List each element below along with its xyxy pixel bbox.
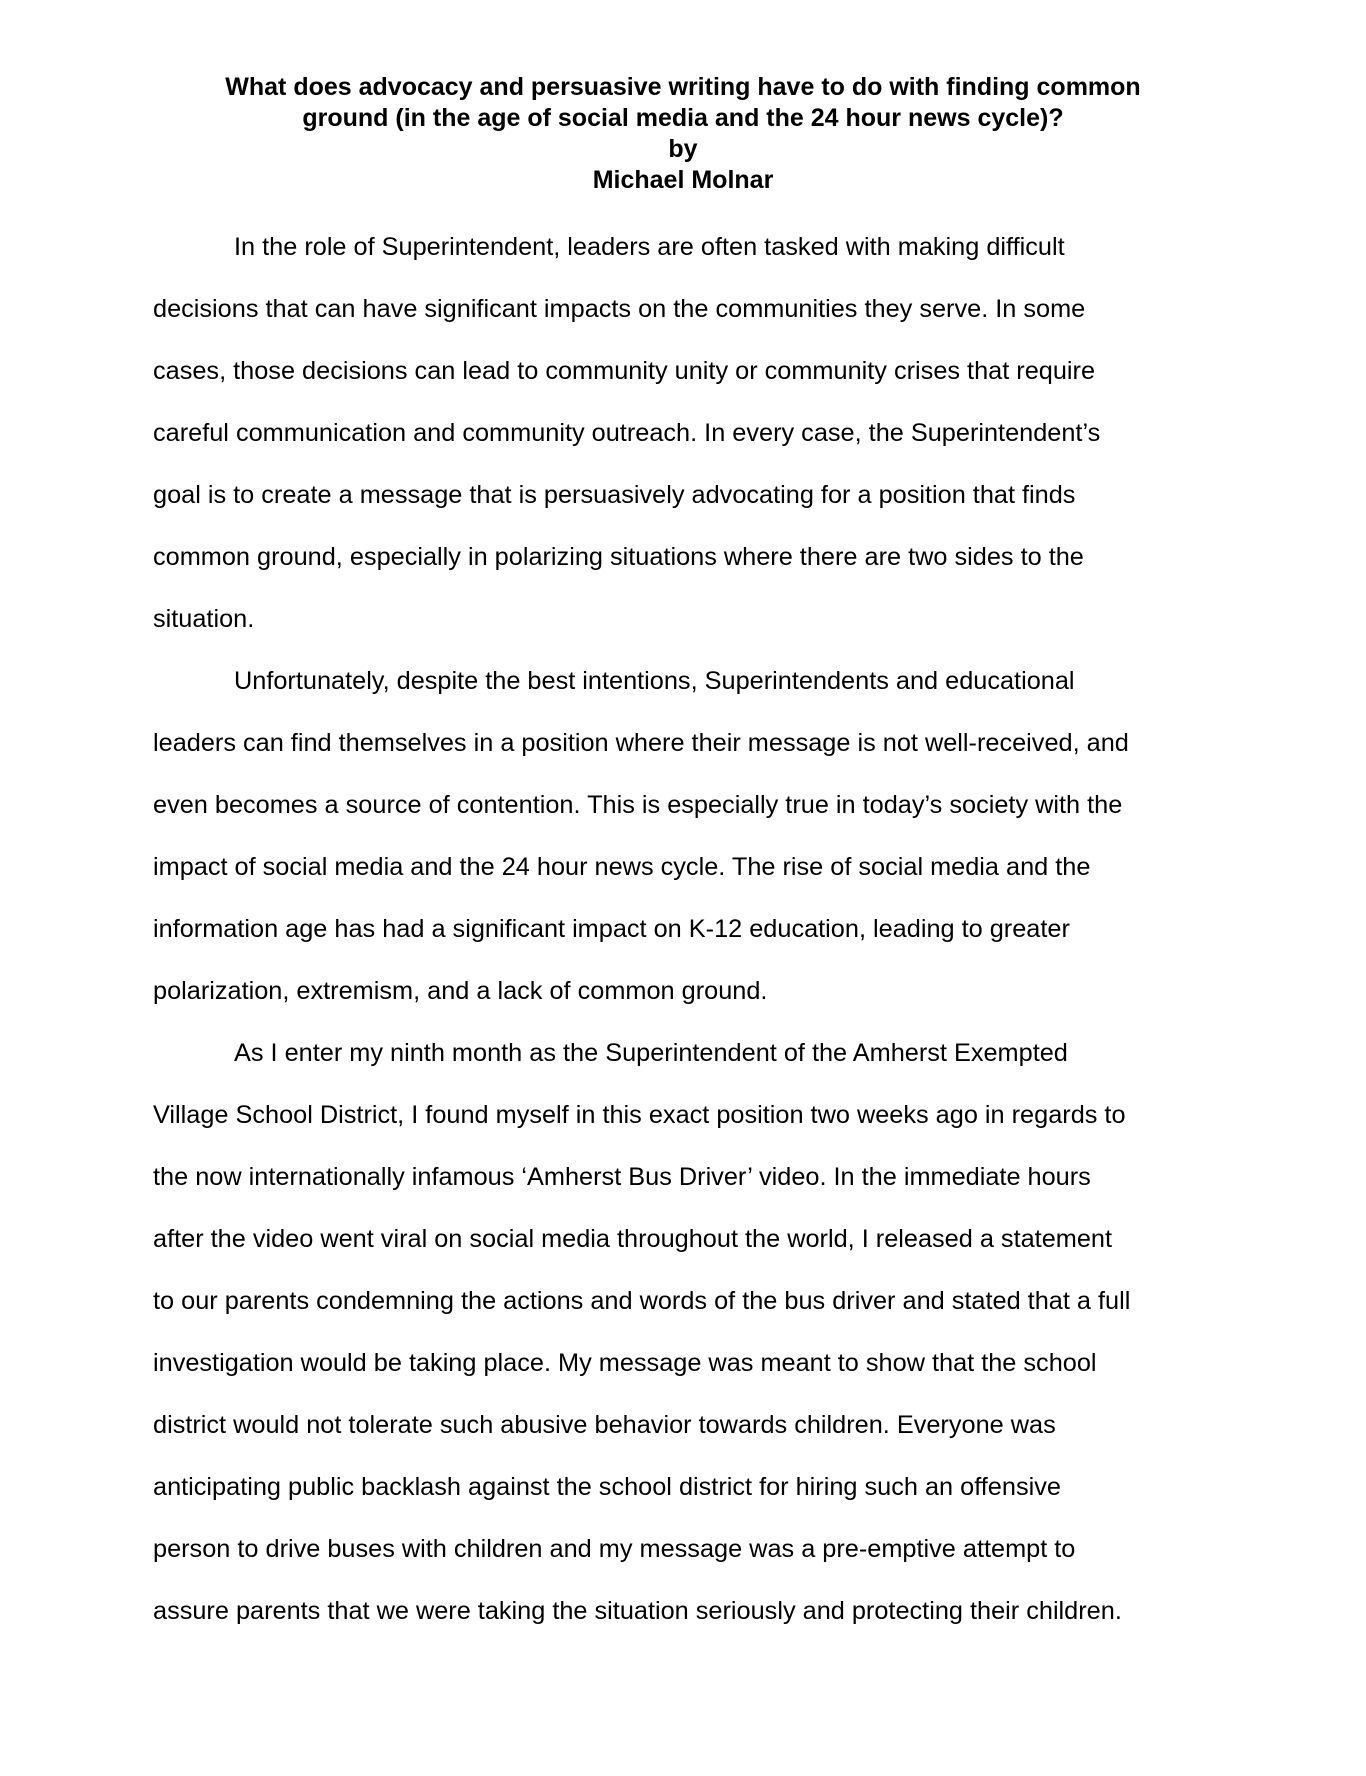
text-line: information age has had a significant impact on K-12 education, leading to greater — [153, 915, 1070, 943]
byline-by: by — [668, 135, 698, 163]
text-line: common ground, especially in polarizing situations where there are two sides to the — [153, 543, 1084, 571]
text-line: decisions that can have significant impacts on the communities they serve. In some — [153, 295, 1086, 323]
text-line: investigation would be taking place. My message was meant to show that the school — [153, 1349, 1097, 1377]
text-line: impact of social media and the 24 hour news cycle. The rise of social media and the — [153, 853, 1091, 881]
text-line: Village School District, I found myself in this exact position two weeks ago in regards to — [153, 1101, 1126, 1129]
text-line: anticipating public backlash against the school district for hiring such an offensive — [153, 1473, 1061, 1501]
title-block — [150, 72, 1216, 196]
text-line: As I enter my ninth month as the Superintendent of the Amherst Exempted — [234, 1039, 1068, 1067]
title-line-2: ground (in the age of social media and the 24 hour news cycle)? — [302, 104, 1064, 132]
paragraph — [153, 650, 1213, 1022]
paragraph — [153, 216, 1213, 650]
text-line: person to drive buses with children and my message was a pre-emptive attempt to — [153, 1535, 1076, 1563]
body-text — [153, 216, 1213, 1642]
text-line: to our parents condemning the actions and words of the bus driver and stated that a full — [153, 1287, 1131, 1315]
text-line: situation. — [153, 605, 255, 633]
title-line-1: What does advocacy and persuasive writing have to do with finding common — [225, 73, 1141, 101]
text-line: careful communication and community outreach. In every case, the Superintendent’s — [153, 419, 1101, 447]
text-line: leaders can find themselves in a position where their message is not well-received, and — [153, 729, 1129, 757]
text-line: cases, those decisions can lead to community unity or community crises that require — [153, 357, 1096, 385]
text-line: In the role of Superintendent, leaders are often tasked with making difficult — [234, 233, 1065, 261]
text-line: assure parents that we were taking the situation seriously and protecting their children. — [153, 1597, 1122, 1625]
text-line: polarization, extremism, and a lack of common ground. — [153, 977, 768, 1005]
text-line: Unfortunately, despite the best intentions, Superintendents and educational — [234, 667, 1075, 695]
text-line: goal is to create a message that is persuasively advocating for a position that finds — [153, 481, 1076, 509]
text-line: even becomes a source of contention. This is especially true in today’s society with the — [153, 791, 1123, 819]
paragraph — [153, 1022, 1213, 1642]
text-line: the now internationally infamous ‘Amherst Bus Driver’ video. In the immediate hours — [153, 1163, 1091, 1191]
author-name: Michael Molnar — [592, 166, 774, 194]
text-line: after the video went viral on social media throughout the world, I released a statement — [153, 1225, 1113, 1253]
text-line: district would not tolerate such abusive behavior towards children. Everyone was — [153, 1411, 1056, 1439]
